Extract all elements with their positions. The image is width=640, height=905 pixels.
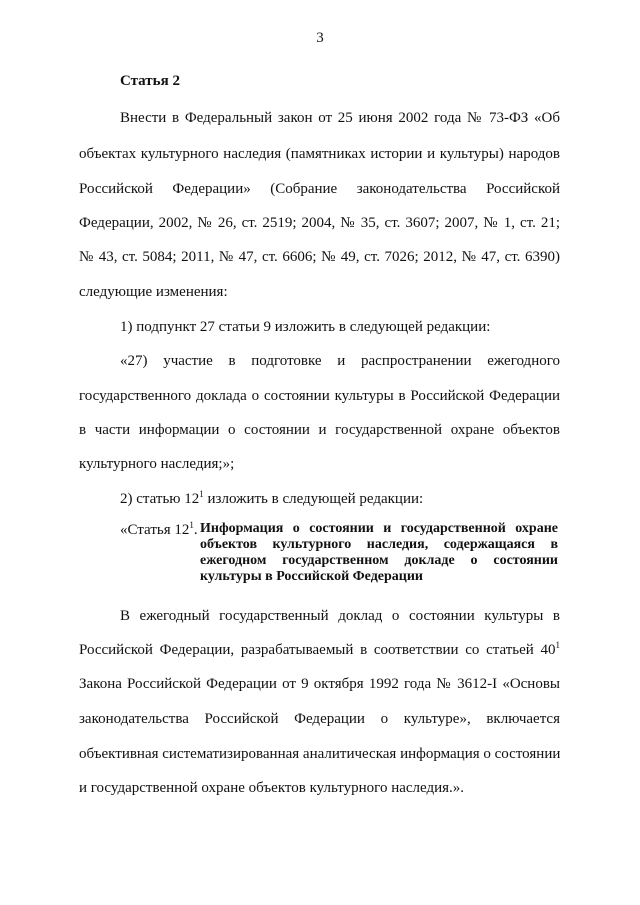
article-heading: Статья 2 (120, 73, 180, 89)
final-line-5: объективная систематизированная аналитическая информация о состоянии (79, 746, 561, 762)
intro-line-6: следующие изменения: (79, 284, 228, 300)
article-12-title-line-4: культуры в Российской Федерации (200, 569, 423, 584)
final-line-2-sup: 1 (555, 640, 560, 650)
article-12-title-line-2: объектов культурного наследия, содержащаяся в (200, 537, 558, 552)
item-2-suffix: изложить в следующей редакции: (203, 491, 424, 507)
article-12-label (120, 521, 198, 539)
intro-line-4: Федерации, 2002, № 26, ст. 2519; 2004, № 35, ст. 3607; 2007, № 1, ст. 21; (79, 215, 560, 231)
intro-line-5: № 43, ст. 5084; 2011, № 47, ст. 6606; № 49, ст. 7026; 2012, № 47, ст. 6390) (79, 249, 560, 265)
page-number: 3 (316, 30, 324, 46)
final-line-6: и государственной охране объектов культурного наследия.». (79, 780, 465, 796)
article-12-label-text: «Статья 12 (120, 522, 190, 538)
item-1: 1) подпункт 27 статьи 9 изложить в следующей редакции: (120, 319, 491, 335)
quote-27-line-2: государственного доклада о состоянии культуры в Российской Федерации (79, 388, 560, 404)
quote-27-line-3: в части информации о состоянии и государственной охране объектов (79, 422, 560, 438)
article-12-title (200, 521, 558, 585)
article-12-title-line-3: ежегодном государственном докладе о состоянии (200, 553, 558, 568)
intro-line-2: объектах культурного наследия (памятниках истории и культуры) народов (79, 146, 560, 162)
intro-line-1: Внести в Федеральный закон от 25 июня 2002 года № 73-ФЗ «Об (120, 110, 560, 126)
item-2 (120, 490, 423, 508)
final-line-2 (79, 641, 560, 659)
final-line-3: Закона Российской Федерации от 9 октября 1992 года № 3612-I «Основы (79, 676, 560, 692)
intro-line-3: Российской Федерации» (Собрание законодательства Российской (79, 181, 560, 197)
article-12-label-sup: 1 (189, 520, 194, 530)
quote-27-line-4: культурного наследия;»; (79, 456, 235, 472)
article-12-title-line-1: Информация о состоянии и государственной охране (200, 521, 558, 536)
article-12-label-dot: . (193, 522, 198, 538)
quote-27-line-1: «27) участие в подготовке и распространении ежегодного (120, 353, 560, 369)
item-2-sup: 1 (199, 489, 204, 499)
final-line-1: В ежегодный государственный доклад о состоянии культуры в (120, 608, 560, 624)
final-line-4: законодательства Российской Федерации о культуре», включается (79, 711, 560, 727)
item-2-prefix: 2) статью 12 (120, 491, 200, 507)
final-line-2-text: Российской Федерации, разрабатываемый в соответствии со статьей 40 (79, 642, 556, 658)
